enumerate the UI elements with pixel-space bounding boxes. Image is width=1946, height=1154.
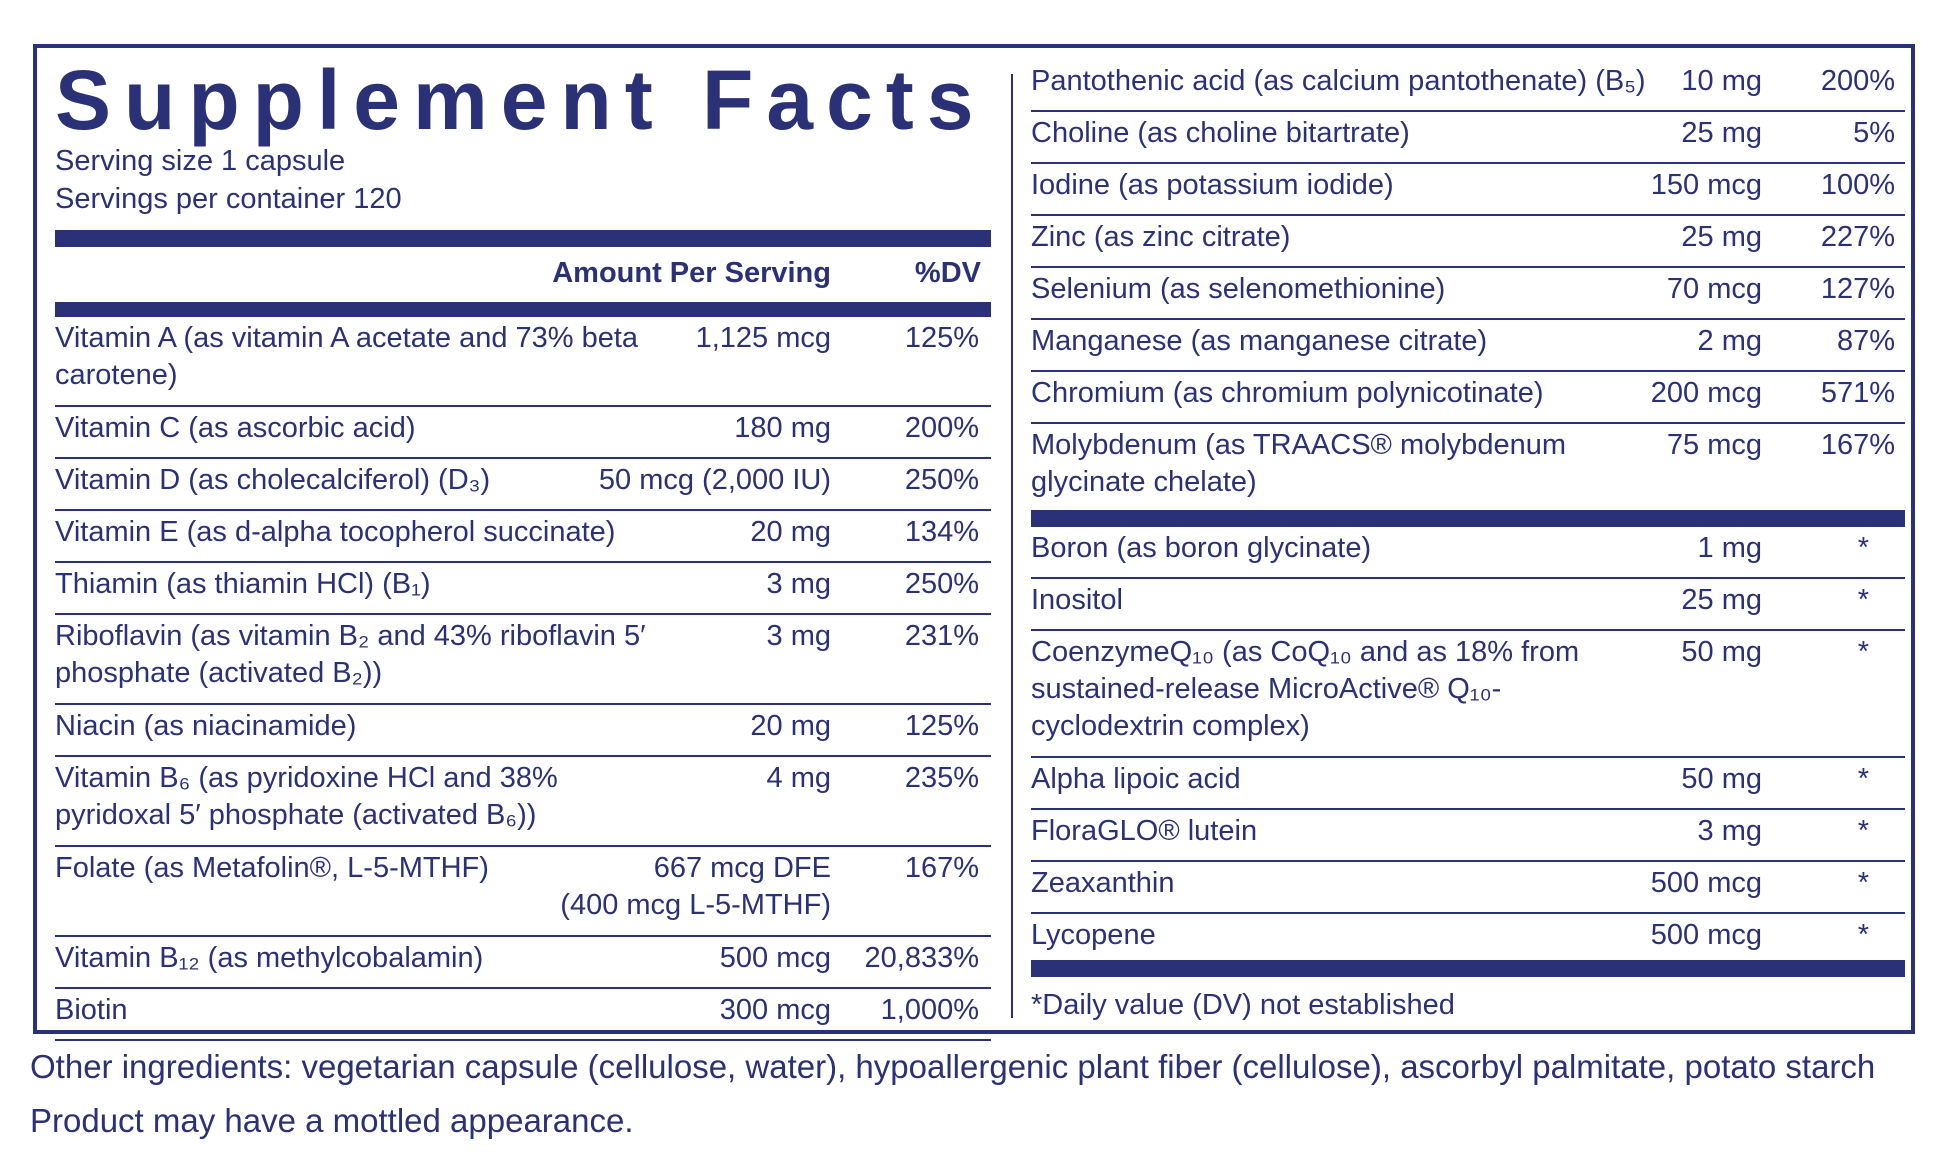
nutrient-amount: 500 mcg	[719, 942, 831, 974]
nutrient-name: FloraGLO® lutein	[1031, 815, 1258, 847]
nutrient-name: Alpha lipoic acid	[1031, 763, 1241, 795]
nutrient-dv: 100%	[1820, 169, 1895, 201]
nutrient-row	[1031, 527, 1905, 579]
nutrient-amount: 25 mg	[1681, 117, 1762, 149]
nutrient-dv: 167%	[904, 852, 979, 884]
nutrient-dv: 235%	[904, 762, 979, 794]
nutrient-dv: 167%	[1820, 429, 1895, 461]
nutrient-amount: 10 mg	[1681, 65, 1762, 97]
nutrient-amount: 3 mg	[766, 568, 831, 600]
nutrient-name: Biotin	[55, 994, 128, 1026]
nutrient-dv: 200%	[904, 412, 979, 444]
nutrient-amount: 20 mg	[750, 516, 831, 548]
nutrient-name: Vitamin D (as cholecalciferol) (D₃)	[55, 464, 491, 496]
nutrient-row	[1031, 268, 1905, 320]
left-column	[55, 48, 991, 1041]
nutrient-dv: 134%	[904, 516, 979, 548]
column-header-row	[55, 247, 991, 302]
nutrient-name: Vitamin A (as vitamin A acetate and 73% beta carotene)	[55, 322, 639, 391]
nutrient-amount: 500 mcg	[1650, 919, 1762, 951]
nutrient-dv: 87%	[1836, 325, 1895, 357]
nutrient-row	[1031, 60, 1905, 112]
servings-per-container: Servings per container 120	[55, 183, 402, 215]
nutrient-name: Thiamin (as thiamin HCl) (B₁)	[55, 568, 431, 600]
nutrient-row	[55, 459, 991, 511]
other-ingredients-block	[30, 1040, 1875, 1148]
nutrient-dv: *	[1857, 867, 1869, 899]
section-divider	[1031, 510, 1905, 527]
nutrient-dv: 20,833%	[864, 942, 979, 974]
nutrient-row	[1031, 164, 1905, 216]
nutrient-name: Choline (as choline bitartrate)	[1031, 117, 1410, 149]
header-divider-bottom	[55, 302, 991, 317]
nutrient-name: Selenium (as selenomethionine)	[1031, 273, 1446, 305]
nutrient-amount: 25 mg	[1681, 584, 1762, 616]
nutrient-name: Zinc (as zinc citrate)	[1031, 221, 1291, 253]
nutrient-name: Chromium (as chromium polynicotinate)	[1031, 377, 1544, 409]
nutrient-row	[1031, 372, 1905, 424]
supplement-facts-panel	[33, 44, 1915, 1034]
nutrient-amount: 3 mg	[1697, 815, 1762, 847]
nutrient-row	[1031, 424, 1905, 510]
nutrient-row	[1031, 579, 1905, 631]
nutrient-row	[1031, 631, 1905, 758]
nutrient-amount: 500 mcg	[1650, 867, 1762, 899]
nutrient-row	[55, 705, 991, 757]
nutrient-row	[1031, 112, 1905, 164]
nutrient-amount: 75 mcg	[1666, 429, 1762, 461]
nutrient-name: Zeaxanthin	[1031, 867, 1175, 899]
nutrient-row	[55, 563, 991, 615]
nutrient-amount: 25 mg	[1681, 221, 1762, 253]
nutrient-name: Vitamin C (as ascorbic acid)	[55, 412, 416, 444]
nutrient-dv: 125%	[904, 710, 979, 742]
nutrient-dv: 227%	[1820, 221, 1895, 253]
nutrient-amount: 3 mg	[766, 620, 831, 652]
footnote-divider	[1031, 960, 1905, 977]
nutrient-amount: 2 mg	[1697, 325, 1762, 357]
nutrient-amount: 150 mcg	[1650, 169, 1762, 201]
nutrient-amount: 50 mg	[1681, 763, 1762, 795]
nutrient-row	[1031, 320, 1905, 372]
nutrient-amount: 1,125 mcg	[695, 322, 831, 354]
nutrient-dv: 250%	[904, 568, 979, 600]
dv-header: %DV	[914, 257, 981, 289]
nutrient-dv: 125%	[904, 322, 979, 354]
nutrient-name: Vitamin E (as d-alpha tocopherol succinate)	[55, 516, 616, 548]
nutrient-row	[1031, 216, 1905, 268]
nutrient-name: Folate (as Metafolin®, L-5-MTHF)	[55, 852, 489, 884]
nutrient-amount-secondary: (400 mcg L-5-MTHF)	[560, 889, 831, 921]
header-divider-top	[55, 230, 991, 247]
nutrient-amount: 1 mg	[1697, 532, 1762, 564]
nutrient-name: Molybdenum (as TRAACS® molybdenum glycinate chelate)	[1031, 429, 1566, 498]
nutrient-row	[55, 937, 991, 989]
nutrient-name: Manganese (as manganese citrate)	[1031, 325, 1488, 357]
nutrient-dv: *	[1857, 532, 1869, 564]
nutrient-dv: 231%	[904, 620, 979, 652]
nutrient-row	[55, 407, 991, 459]
nutrient-row	[55, 989, 991, 1041]
nutrient-name: Niacin (as niacinamide)	[55, 710, 357, 742]
nutrient-amount: 4 mg	[766, 762, 831, 794]
nutrient-dv: *	[1857, 919, 1869, 951]
nutrient-row	[1031, 914, 1905, 960]
nutrient-name: Lycopene	[1031, 919, 1156, 951]
nutrient-dv: 1,000%	[880, 994, 979, 1026]
nutrient-amount: 180 mg	[734, 412, 831, 444]
nutrient-name: Iodine (as potassium iodide)	[1031, 169, 1394, 201]
nutrient-amount: 200 mcg	[1650, 377, 1762, 409]
nutrient-name: Vitamin B₁₂ (as methylcobalamin)	[55, 942, 484, 974]
nutrient-dv: *	[1857, 815, 1869, 847]
nutrient-amount: 20 mg	[750, 710, 831, 742]
nutrient-row	[1031, 758, 1905, 810]
nutrient-name: Inositol	[1031, 584, 1123, 616]
nutrient-dv: *	[1857, 636, 1869, 668]
nutrient-row	[55, 847, 991, 937]
nutrient-row	[1031, 862, 1905, 914]
appearance-note: Product may have a mottled appearance.	[30, 1102, 634, 1139]
nutrient-amount: 50 mg	[1681, 636, 1762, 668]
nutrient-dv: 571%	[1820, 377, 1895, 409]
column-divider	[1011, 74, 1013, 1018]
nutrient-row	[55, 757, 991, 847]
nutrient-dv: 5%	[1853, 117, 1895, 149]
nutrient-row	[55, 615, 991, 705]
nutrient-name: Pantothenic acid (as calcium pantothenate) (B₅)	[1031, 65, 1646, 97]
nutrient-dv: 127%	[1820, 273, 1895, 305]
nutrient-row	[55, 317, 991, 407]
nutrient-amount: 667 mcg DFE	[653, 852, 831, 884]
nutrient-amount: 70 mcg	[1666, 273, 1762, 305]
nutrient-row	[1031, 810, 1905, 862]
nutrient-dv: *	[1857, 584, 1869, 616]
right-column	[1031, 48, 1905, 1024]
nutrient-amount: 300 mcg	[719, 994, 831, 1026]
panel-title: Supplement Facts	[55, 53, 987, 147]
nutrient-name: CoenzymeQ₁₀ (as CoQ₁₀ and as 18% from sustained-release MicroActive® Q₁₀-cyclodextrin complex)	[1031, 636, 1580, 742]
nutrient-dv: 250%	[904, 464, 979, 496]
amount-per-serving-header: Amount Per Serving	[552, 257, 831, 289]
nutrient-row	[55, 511, 991, 563]
other-ingredients: Other ingredients: vegetarian capsule (cellulose, water), hypoallergenic plant fiber (cellulose), ascorbyl palmitate, potato starch	[30, 1048, 1876, 1085]
dv-footnote: *Daily value (DV) not established	[1031, 989, 1455, 1021]
nutrient-name: Riboflavin (as vitamin B₂ and 43% riboflavin 5′ phosphate (activated B₂))	[55, 620, 646, 689]
nutrient-amount: 50 mcg (2,000 IU)	[598, 464, 831, 496]
nutrient-name: Vitamin B₆ (as pyridoxine HCl and 38% pyridoxal 5′ phosphate (activated B₆))	[55, 762, 558, 831]
nutrient-dv: *	[1857, 763, 1869, 795]
serving-size: Serving size 1 capsule	[55, 145, 346, 177]
nutrient-dv: 200%	[1820, 65, 1895, 97]
nutrient-name: Boron (as boron glycinate)	[1031, 532, 1372, 564]
